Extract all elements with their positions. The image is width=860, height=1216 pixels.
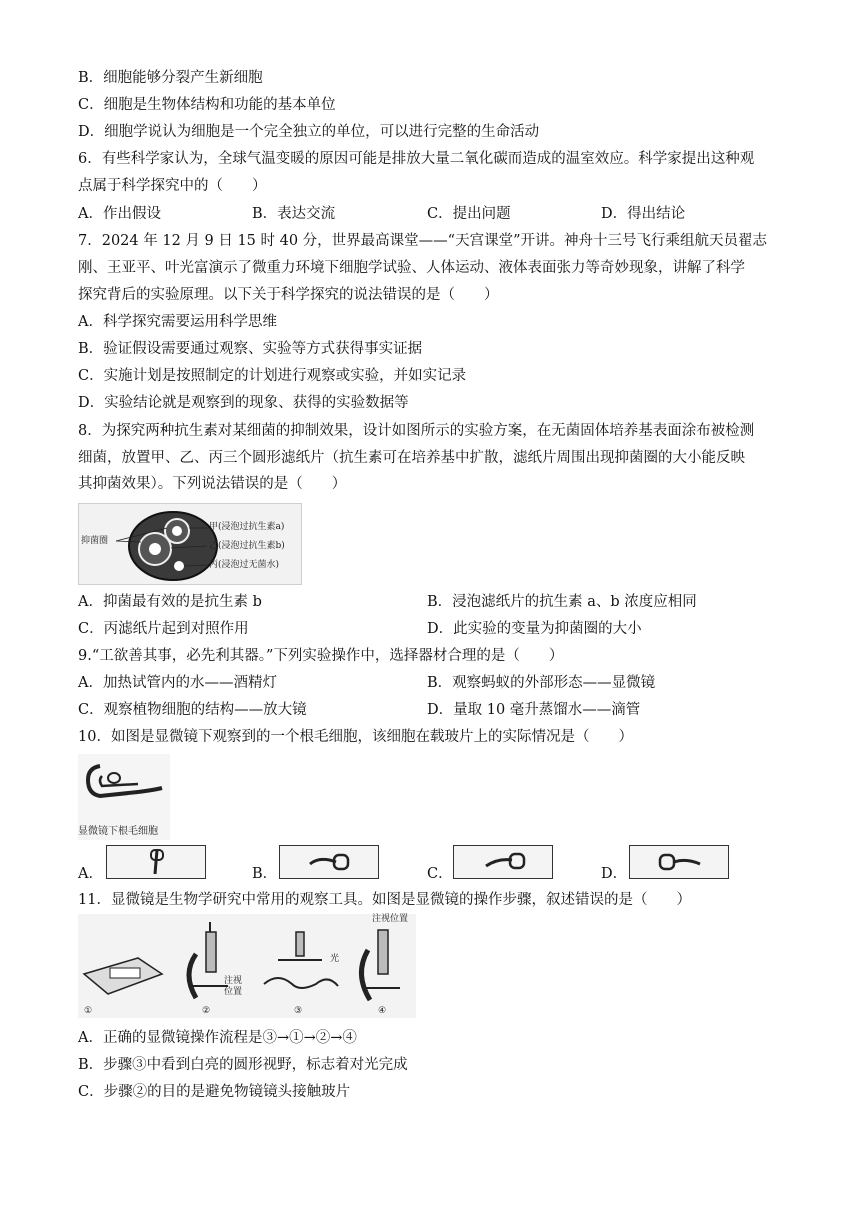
q7-option-a: A．科学探究需要运用科学思维	[78, 314, 277, 330]
q7-option-c: C．实施计划是按照制定的计划进行观察或实验，并如实记录	[78, 368, 467, 384]
microscope-steps-figure	[78, 914, 416, 1018]
disc-c-label: 丙(浸泡过无菌水)	[209, 560, 280, 570]
disc-a-label: 甲(浸泡过抗生素a)	[209, 522, 285, 532]
q5-option-b: B．细胞能够分裂产生新细胞	[78, 70, 263, 86]
inhibition-zone-label: 抑菌圈	[81, 536, 109, 546]
root-hair-c-shape	[454, 846, 552, 878]
step-4-view-label: 注视位置	[372, 914, 409, 924]
root-hair-figure	[78, 754, 170, 840]
q8-option-a: A．抑菌最有效的是抗生素 b	[78, 594, 262, 610]
q6-option-c: C．提出问题	[427, 206, 511, 222]
q10-option-a-image	[106, 845, 206, 879]
q11-stem: 11．显微镜是生物学研究中常用的观察工具。如图是显微镜的操作步骤，叙述错误的是（ ）	[78, 892, 691, 908]
root-hair-caption: 显微镜下根毛细胞	[78, 826, 158, 837]
q7-stem-line2: 刚、王亚平、叶光富演示了微重力环境下细胞学试验、人体运动、液体表面张力等奇妙现象，讲解了科学	[78, 260, 745, 276]
step-3-number: ③	[294, 1006, 303, 1016]
microscope-steps-illustration	[78, 914, 416, 1018]
q8-option-c: C．丙滤纸片起到对照作用	[78, 621, 249, 637]
step-4-number: ④	[378, 1006, 387, 1016]
q7-option-b: B．验证假设需要通过观察、实验等方式获得事实证据	[78, 341, 423, 357]
q8-stem-line3: 其抑菌效果）。下列说法错误的是（ ）	[78, 476, 347, 492]
q6-stem-line2: 点属于科学探究中的（ ）	[78, 178, 267, 194]
q9-option-c: C．观察植物细胞的结构——放大镜	[78, 702, 307, 718]
root-hair-d-shape	[630, 846, 728, 878]
step-2-view-label: 注视位置	[224, 976, 243, 997]
q8-stem-line1: 8．为探究两种抗生素对某细菌的抑制效果，设计如图所示的实验方案，在无菌固体培养基表面涂布被检测	[78, 423, 755, 439]
q10-option-c-image	[453, 845, 553, 879]
q9-option-a: A．加热试管内的水——酒精灯	[78, 675, 277, 691]
step-2-number: ②	[202, 1006, 211, 1016]
q10-option-b-label: B．	[252, 866, 278, 882]
q5-option-c: C．细胞是生物体结构和功能的基本单位	[78, 97, 336, 113]
q10-option-d-image	[629, 845, 729, 879]
q8-option-b: B．浸泡滤纸片的抗生素 a、b 浓度应相同	[427, 594, 697, 610]
q5-option-d: D．细胞学说认为细胞是一个完全独立的单位，可以进行完整的生命活动	[78, 124, 540, 140]
q10-option-b-image	[279, 845, 379, 879]
q10-option-d-label: D．	[601, 866, 628, 882]
q6-option-b: B．表达交流	[252, 206, 336, 222]
q9-stem: 9.“工欲善其事，必先利其器。”下列实验操作中，选择器材合理的是（ ）	[78, 648, 564, 664]
step-1-number: ①	[84, 1006, 93, 1016]
disc-b-label: 乙(浸泡过抗生素b)	[209, 541, 285, 551]
q7-option-d: D．实验结论就是观察到的现象、获得的实验数据等	[78, 395, 409, 411]
q11-option-b: B．步骤③中看到白亮的圆形视野，标志着对光完成	[78, 1057, 408, 1073]
q11-option-c: C．步骤②的目的是避免物镜镜头接触玻片	[78, 1084, 351, 1100]
q6-stem-line1: 6．有些科学家认为，全球气温变暖的原因可能是排放大量二氧化碳而造成的温室效应。科学家提出这种观	[78, 151, 755, 167]
q10-option-c-label: C．	[427, 866, 453, 882]
root-hair-b-shape	[280, 846, 378, 878]
q10-option-a-label: A．	[78, 866, 103, 882]
light-label: 光	[330, 954, 340, 964]
q10-stem: 10．如图是显微镜下观察到的一个根毛细胞，该细胞在载玻片上的实际情况是（ ）	[78, 729, 633, 745]
q7-stem-line1: 7．2024 年 12 月 9 日 15 时 40 分，世界最高课堂——“天宫课堂”开讲。神舟十三号飞行乘组航天员翟志	[78, 233, 768, 249]
root-hair-a-shape	[107, 846, 205, 878]
q7-stem-line3: 探究背后的实验原理。以下关于科学探究的说法错误的是（ ）	[78, 287, 499, 303]
q8-stem-line2: 细菌，放置甲、乙、丙三个圆形滤纸片（抗生素可在培养基中扩散，滤纸片周围出现抑菌圈的大小能反映	[78, 450, 745, 466]
q8-option-d: D．此实验的变量为抑菌圈的大小	[427, 621, 642, 637]
petri-dish-figure	[78, 503, 302, 585]
q9-option-d: D．量取 10 毫升蒸馏水——滴管	[427, 702, 641, 718]
q6-option-a: A．作出假设	[78, 206, 161, 222]
q9-option-b: B．观察蚂蚁的外部形态——显微镜	[427, 675, 656, 691]
root-hair-cell-illustration	[78, 754, 170, 822]
q6-option-d: D．得出结论	[601, 206, 686, 222]
q11-option-a: A．正确的显微镜操作流程是③→①→②→④	[78, 1030, 357, 1046]
